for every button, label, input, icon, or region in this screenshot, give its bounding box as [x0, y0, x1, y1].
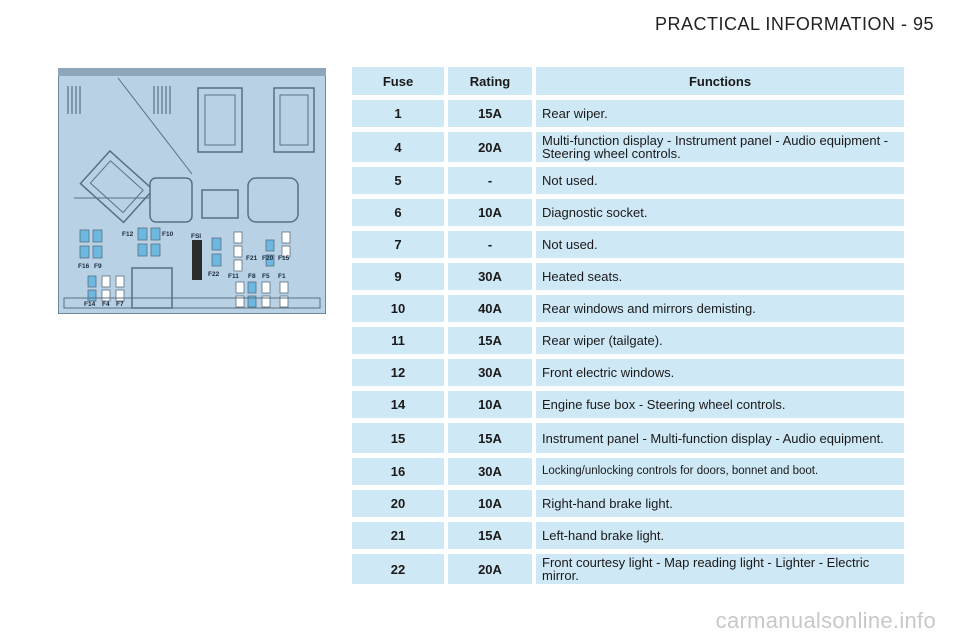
label-f10: F10 [162, 231, 174, 238]
table-row [352, 327, 904, 359]
fuse-number: 22 [352, 554, 444, 589]
fuse-number: 20 [352, 490, 444, 522]
label-f14: F14 [84, 301, 96, 308]
fuse-rating: - [444, 231, 532, 263]
fuse-rating: 15A [444, 423, 532, 458]
table-row [352, 522, 904, 554]
table-row [352, 554, 904, 589]
label-fsi: FSI [191, 233, 202, 240]
fuse-number: 10 [352, 295, 444, 327]
fuse-function: Locking/unlocking controls for doors, bonnet and boot. [532, 458, 904, 490]
fuse-number: 15 [352, 423, 444, 458]
fuse-function: Rear windows and mirrors demisting. [532, 295, 904, 327]
fuse-function: Instrument panel - Multi-function display - Audio equipment. [532, 423, 904, 458]
table-row [352, 132, 904, 167]
fuse-function: Right-hand brake light. [532, 490, 904, 522]
label-f22: F22 [208, 271, 220, 278]
fuse-function: Engine fuse box - Steering wheel controls. [532, 391, 904, 423]
fuse-number: 11 [352, 327, 444, 359]
table-header-row [352, 67, 904, 100]
fuse-rating: 10A [444, 391, 532, 423]
table-row [352, 423, 904, 458]
label-f1: F1 [278, 273, 286, 280]
label-f7: F7 [116, 301, 124, 308]
fuse-number: 5 [352, 167, 444, 199]
fuse-table [352, 67, 904, 589]
table-row [352, 263, 904, 295]
fuse-rating: 10A [444, 490, 532, 522]
fuse-function: Left-hand brake light. [532, 522, 904, 554]
table-row [352, 359, 904, 391]
table-row [352, 295, 904, 327]
fuse-rating: 30A [444, 359, 532, 391]
fuse-function: Not used. [532, 167, 904, 199]
fuse-function: Diagnostic socket. [532, 199, 904, 231]
fuse-rating: 30A [444, 263, 532, 295]
fuse-number: 7 [352, 231, 444, 263]
fuse-number: 14 [352, 391, 444, 423]
table-row [352, 167, 904, 199]
label-f9: F9 [94, 263, 102, 270]
table-row [352, 490, 904, 522]
fuse-function: Multi-function display - Instrument panel - Audio equipment - Steering wheel controls. [532, 132, 904, 167]
header-fuse: Fuse [352, 67, 444, 100]
fuse-rating: 15A [444, 100, 532, 132]
fuse-function: Rear wiper. [532, 100, 904, 132]
table-row [352, 199, 904, 231]
label-f4: F4 [102, 301, 110, 308]
fuse-number: 21 [352, 522, 444, 554]
header-functions: Functions [532, 67, 904, 100]
fuse-function: Heated seats. [532, 263, 904, 295]
fuse-number: 16 [352, 458, 444, 490]
fuse-number: 4 [352, 132, 444, 167]
label-f11: F11 [228, 273, 239, 280]
label-f20: F20 [262, 255, 274, 262]
label-f8: F8 [248, 273, 256, 280]
table-row [352, 391, 904, 423]
page-header: PRACTICAL INFORMATION - 95 [654, 14, 934, 34]
fuse-rating: - [444, 167, 532, 199]
header-rating: Rating [444, 67, 532, 100]
fuse-function: Not used. [532, 231, 904, 263]
fuse-function: Rear wiper (tailgate). [532, 327, 904, 359]
table-row [352, 231, 904, 263]
fuse-rating: 40A [444, 295, 532, 327]
table-row [352, 100, 904, 132]
label-f16: F16 [78, 263, 90, 270]
fuse-box-diagram [58, 68, 326, 314]
fuse-rating: 15A [444, 522, 532, 554]
fuse-rating: 10A [444, 199, 532, 231]
fuse-rating: 15A [444, 327, 532, 359]
label-f12: F12 [122, 231, 134, 238]
fuse-number: 12 [352, 359, 444, 391]
fuse-rating: 30A [444, 458, 532, 490]
label-f15: F15 [278, 255, 290, 262]
fuse-number: 1 [352, 100, 444, 132]
fuse-rating: 20A [444, 132, 532, 167]
table-row [352, 458, 904, 490]
label-f21: F21 [246, 255, 258, 262]
watermark: carmanualsonline.info [715, 608, 936, 633]
fuse-number: 6 [352, 199, 444, 231]
fuse-number: 9 [352, 263, 444, 295]
fuse-function: Front courtesy light - Map reading light - Lighter - Electric mirror. [532, 554, 904, 589]
fuse-rating: 20A [444, 554, 532, 589]
label-f5: F5 [262, 273, 270, 280]
fuse-function: Front electric windows. [532, 359, 904, 391]
